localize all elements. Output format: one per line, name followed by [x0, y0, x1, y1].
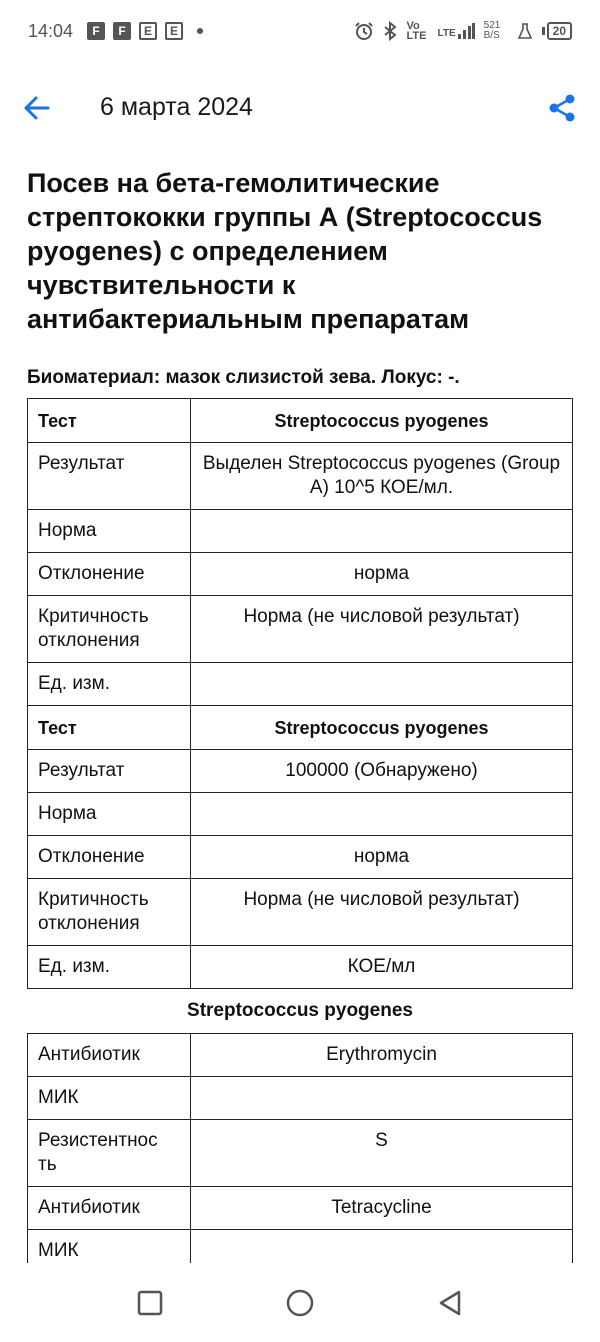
- row-label: Тест: [28, 706, 191, 750]
- row-value: норма: [191, 836, 573, 879]
- status-time: 14:04: [28, 20, 74, 41]
- content-scroll-area[interactable]: [27, 160, 573, 1263]
- row-label: Тест: [28, 399, 191, 443]
- analysis-heading: Посев на бета-гемолитические стрептококки группы А (Streptococcus pyogenes) с определением чувствительности к антибактериальным препаратам: [27, 168, 543, 334]
- row-value: Норма (не числовой результат): [191, 879, 573, 946]
- row-value: Streptococcus pyogenes: [191, 399, 573, 443]
- status-app-icons: [87, 22, 203, 40]
- lte-indicator: LTE: [437, 23, 474, 39]
- share-button[interactable]: [544, 90, 580, 126]
- page-title: 6 марта 2024: [100, 93, 253, 121]
- table-row: [28, 836, 573, 879]
- share-icon: [547, 93, 577, 123]
- battery-indicator: [542, 22, 572, 40]
- row-label: Антибиотик: [28, 1187, 191, 1230]
- notification-app-icon: F: [113, 22, 131, 40]
- table-row: [28, 1187, 573, 1230]
- status-bar: [0, 0, 600, 62]
- row-label: Резистентнос ть: [28, 1120, 191, 1187]
- table-row: [28, 1077, 573, 1120]
- recent-apps-button[interactable]: [131, 1284, 169, 1322]
- results-table: [27, 398, 573, 989]
- row-value: КОЕ/мл: [191, 946, 573, 989]
- status-indicators: [354, 21, 572, 41]
- square-icon: [137, 1290, 163, 1316]
- bluetooth-icon: [383, 21, 397, 41]
- antibiotics-table: [27, 1033, 573, 1263]
- notification-app-icon: F: [87, 22, 105, 40]
- row-label: Критичность отклонения: [28, 596, 191, 663]
- table-row: [28, 663, 573, 706]
- row-label: МИК: [28, 1077, 191, 1120]
- table-row: [28, 1230, 573, 1264]
- signal-icon: [457, 23, 475, 39]
- row-label: Антибиотик: [28, 1034, 191, 1077]
- row-value: Erythromycin: [191, 1034, 573, 1077]
- back-button[interactable]: [18, 90, 54, 126]
- notification-app-icon: E: [165, 22, 183, 40]
- row-value: Норма (не числовой результат): [191, 596, 573, 663]
- network-speed: 521 B/S: [483, 20, 501, 41]
- system-nav-bar: [0, 1263, 600, 1342]
- row-value: S: [191, 1120, 573, 1187]
- row-label: Результат: [28, 750, 191, 793]
- battery-level: 20: [547, 22, 572, 40]
- table-row: [28, 946, 573, 989]
- row-label: МИК: [28, 1230, 191, 1264]
- biomaterial-label: Биоматериал: мазок слизистой зева. Локус: -.: [27, 367, 460, 388]
- table-row: [28, 443, 573, 510]
- row-value: норма: [191, 553, 573, 596]
- row-value: Tetracycline: [191, 1187, 573, 1230]
- row-label: Отклонение: [28, 553, 191, 596]
- notification-app-icon: E: [139, 22, 157, 40]
- table-row: [28, 879, 573, 946]
- table-row: [28, 1034, 573, 1077]
- row-value: [191, 663, 573, 706]
- row-label: Отклонение: [28, 836, 191, 879]
- row-value: Streptococcus pyogenes: [191, 706, 573, 750]
- row-value: [191, 1230, 573, 1264]
- triangle-back-icon: [437, 1289, 463, 1317]
- flask-icon: [517, 22, 533, 40]
- alarm-icon: [354, 21, 374, 41]
- arrow-left-icon: [21, 93, 51, 123]
- row-label: Результат: [28, 443, 191, 510]
- more-notifications-icon: [197, 28, 203, 34]
- table-row: [28, 510, 573, 553]
- table-row: [28, 793, 573, 836]
- row-value: [191, 510, 573, 553]
- row-value: Выделен Streptococcus pyogenes (Group A) 10^5 КОЕ/мл.: [191, 443, 573, 510]
- table-row: [28, 1120, 573, 1187]
- antibiotics-section-title: Streptococcus pyogenes: [187, 1000, 413, 1021]
- app-bar: [0, 78, 600, 138]
- table-row: [28, 750, 573, 793]
- circle-icon: [286, 1289, 314, 1317]
- table-row: [28, 553, 573, 596]
- row-value: [191, 1077, 573, 1120]
- row-label: Норма: [28, 510, 191, 553]
- row-value: [191, 793, 573, 836]
- row-value: 100000 (Обнаружено): [191, 750, 573, 793]
- table-row: [28, 596, 573, 663]
- volte-indicator: Vo LTE: [406, 20, 427, 42]
- row-label: Ед. изм.: [28, 946, 191, 989]
- table-header-row: [28, 399, 573, 443]
- system-back-button[interactable]: [431, 1284, 469, 1322]
- row-label: Норма: [28, 793, 191, 836]
- battery-tip: [542, 27, 545, 35]
- home-button[interactable]: [281, 1284, 319, 1322]
- table-header-row: [28, 706, 573, 750]
- row-label: Ед. изм.: [28, 663, 191, 706]
- row-label: Критичность отклонения: [28, 879, 191, 946]
